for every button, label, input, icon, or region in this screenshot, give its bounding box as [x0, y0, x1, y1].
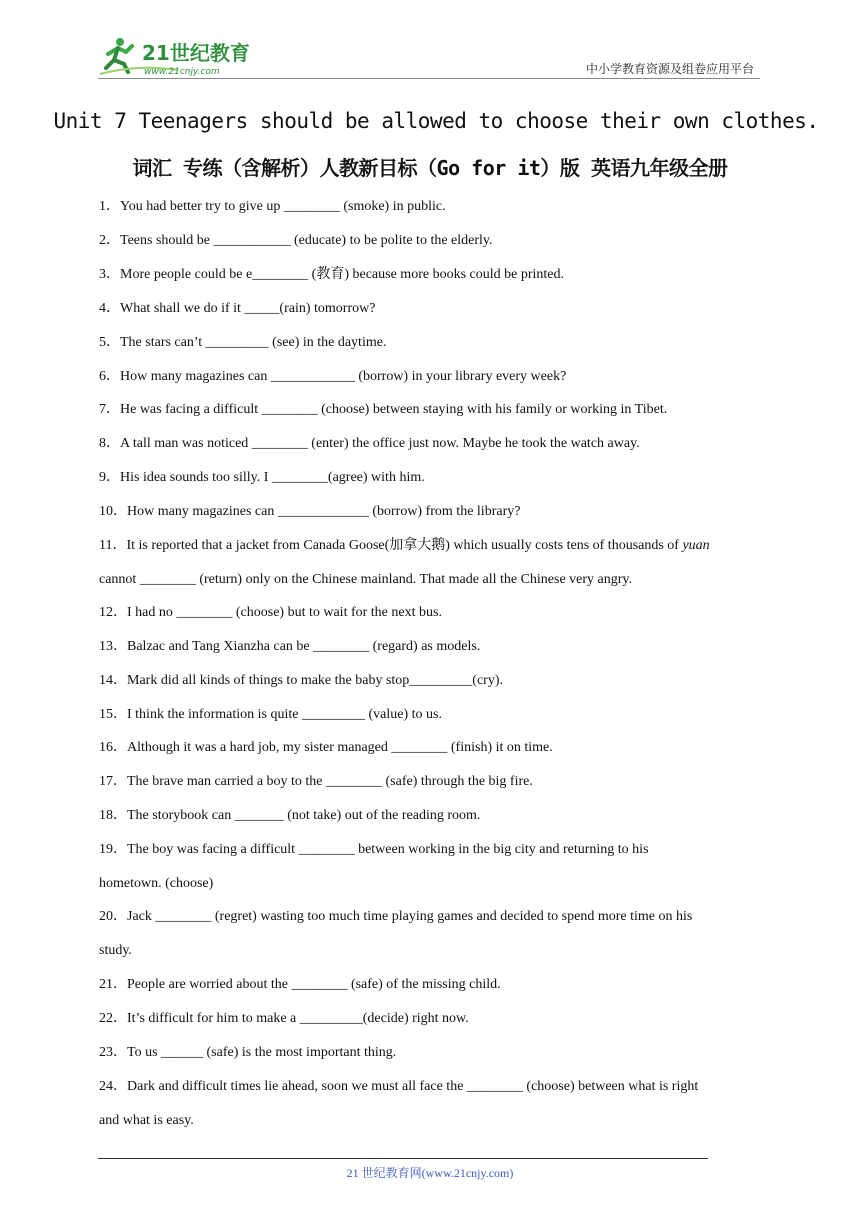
- question-continuation: study.: [99, 943, 132, 958]
- question-text: To us ______ (safe) is the most important thing.: [127, 1045, 397, 1060]
- question-number: 12．: [99, 605, 127, 620]
- question-item: [99, 427, 764, 461]
- question-item: [99, 1002, 764, 1036]
- question-text: A tall man was noticed ________ (enter) the office just now. Maybe he took the watch away.: [120, 436, 640, 451]
- question-text: How many magazines can ____________ (borrow) in your library every week?: [120, 369, 567, 384]
- question-text: The boy was facing a difficult ________ between working in the big city and returning to his: [127, 842, 649, 857]
- footer-divider: [98, 1158, 708, 1159]
- question-text: I had no ________ (choose) but to wait for the next bus.: [127, 605, 442, 620]
- question-text: How many magazines can _____________ (borrow) from the library?: [127, 504, 521, 519]
- question-text: Mark did all kinds of things to make the baby stop_________(cry).: [127, 673, 503, 688]
- question-number: 14．: [99, 673, 127, 688]
- footer-text: 21 世纪教育网(www.21cnjy.com): [346, 1166, 514, 1180]
- question-text: More people could be e________ (教育) because more books could be printed.: [120, 267, 564, 282]
- question-text: The brave man carried a boy to the ________ (safe) through the big fire.: [127, 774, 533, 789]
- question-text: What shall we do if it _____(rain) tomorrow?: [120, 301, 376, 316]
- question-continuation: and what is easy.: [99, 1113, 194, 1128]
- question-item: [99, 765, 764, 799]
- question-item: [99, 799, 764, 833]
- header-divider: [98, 78, 760, 79]
- question-number: 17．: [99, 774, 127, 789]
- question-item: [99, 630, 764, 664]
- question-item: [99, 900, 764, 968]
- question-number: 18．: [99, 808, 127, 823]
- question-text: It’s difficult for him to make a _________(decide) right now.: [127, 1011, 469, 1026]
- question-item: [99, 529, 764, 597]
- question-text: Although it was a hard job, my sister managed ________ (finish) it on time.: [127, 740, 553, 755]
- doc-title-line1: Unit 7 Teenagers should be allowed to choose their own clothes.: [53, 109, 819, 133]
- question-item: [99, 326, 764, 360]
- question-item: [99, 292, 764, 326]
- question-number: 19．: [99, 842, 127, 857]
- question-number: 24．: [99, 1079, 127, 1094]
- question-text: It is reported that a jacket from Canada Goose(加拿大鹅) which usually costs tens of thousands of: [126, 538, 683, 553]
- question-text: Jack ________ (regret) wasting too much time playing games and decided to spend more time on his: [127, 909, 693, 924]
- question-item: [99, 1036, 764, 1070]
- question-number: 8．: [99, 436, 120, 451]
- question-text: The stars can’t _________ (see) in the daytime.: [120, 335, 387, 350]
- question-text: The storybook can _______ (not take) out of the reading room.: [127, 808, 481, 823]
- question-item: [99, 596, 764, 630]
- question-text: Balzac and Tang Xianzha can be ________ (regard) as models.: [127, 639, 481, 654]
- question-continuation: hometown. (choose): [99, 876, 214, 891]
- question-text: His idea sounds too silly. I ________(agree) with him.: [120, 470, 425, 485]
- question-number: 21．: [99, 977, 127, 992]
- svg-text:www.21cnjy.com: www.21cnjy.com: [144, 67, 220, 77]
- question-number: 16．: [99, 740, 127, 755]
- question-item: [99, 968, 764, 1002]
- platform-name: 中小学教育资源及组卷应用平台: [585, 62, 754, 76]
- question-continuation: cannot ________ (return) only on the Chinese mainland. That made all the Chinese very angry.: [99, 572, 633, 587]
- question-item: [99, 698, 764, 732]
- question-number: 2．: [99, 233, 120, 248]
- question-text: I think the information is quite _________ (value) to us.: [127, 707, 442, 722]
- question-number: 10．: [99, 504, 127, 519]
- question-text: People are worried about the ________ (safe) of the missing child.: [127, 977, 501, 992]
- question-item: [99, 360, 764, 394]
- question-number: 4．: [99, 301, 120, 316]
- question-item: [99, 1070, 764, 1138]
- question-item: [99, 664, 764, 698]
- question-text: Teens should be ___________ (educate) to be polite to the elderly.: [120, 233, 493, 248]
- question-text: Dark and difficult times lie ahead, soon we must all face the ________ (choose) between what is right: [127, 1079, 699, 1094]
- question-number: 5．: [99, 335, 120, 350]
- question-number: 3．: [99, 267, 120, 282]
- svg-text:21世纪教育: 21世纪教育: [142, 41, 250, 65]
- question-item: [99, 224, 764, 258]
- question-number: 11．: [99, 538, 127, 553]
- question-item: [99, 495, 764, 529]
- question-number: 15．: [99, 707, 127, 722]
- question-item: [99, 393, 764, 427]
- question-number: 7．: [99, 402, 120, 417]
- question-number: 9．: [99, 470, 120, 485]
- question-number: 23．: [99, 1045, 127, 1060]
- page-header: [98, 30, 760, 80]
- doc-title-line2: 词汇 专练（含解析）人教新目标（Go for it）版 英语九年级全册: [132, 156, 728, 180]
- question-italic-word: yuan: [682, 538, 710, 553]
- question-number: 6．: [99, 369, 120, 384]
- logo-21cnjy: [98, 34, 268, 78]
- question-item: [99, 461, 764, 495]
- question-text: You had better try to give up ________ (smoke) in public.: [120, 199, 446, 214]
- question-number: 20．: [99, 909, 127, 924]
- question-item: [99, 190, 764, 224]
- question-number: 22．: [99, 1011, 127, 1026]
- question-item: [99, 833, 764, 901]
- question-number: 13．: [99, 639, 127, 654]
- question-text: He was facing a difficult ________ (choose) between staying with his family or working in Tibet.: [120, 402, 668, 417]
- question-number: 1．: [99, 199, 120, 214]
- question-item: [99, 731, 764, 765]
- question-item: [99, 258, 764, 292]
